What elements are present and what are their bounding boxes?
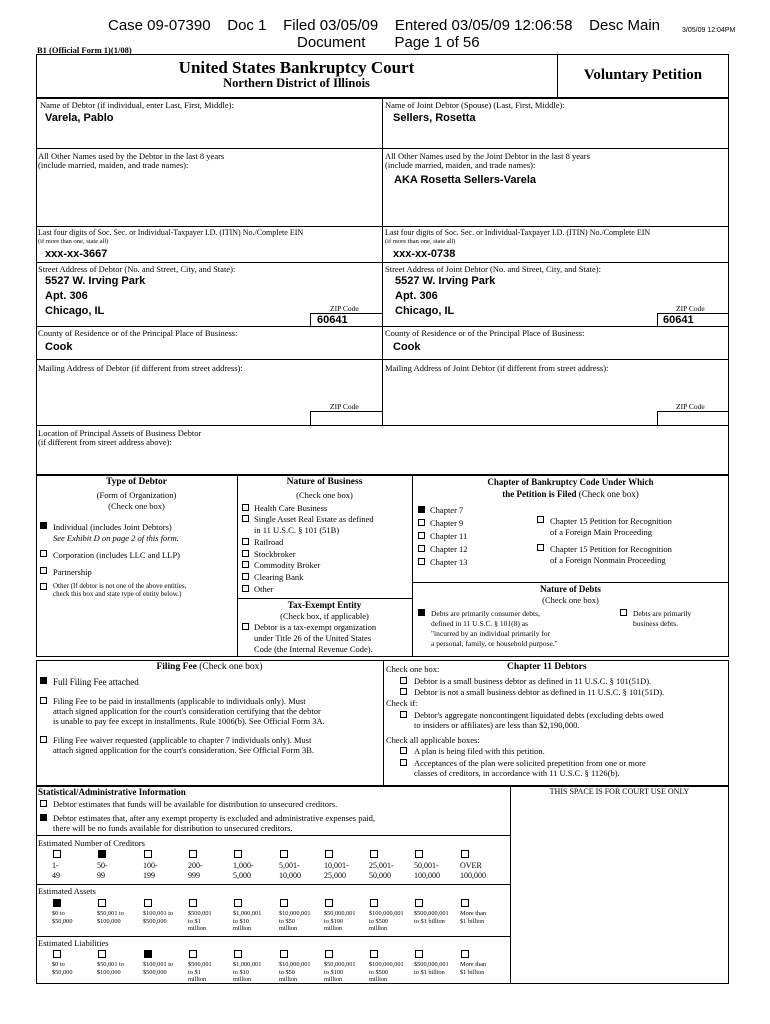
chapter-checkbox[interactable]	[418, 506, 425, 513]
assets-range-label: to $1	[188, 917, 201, 925]
debtor-street1: 5527 W. Irving Park	[45, 275, 146, 287]
aggregate-debts-line1: Debtor's aggregate noncontingent liquidated debts (excluding debts owed	[414, 710, 664, 720]
business-type-checkbox[interactable]	[242, 573, 249, 580]
creditors-range-checkbox[interactable]	[280, 850, 288, 858]
assets-range-checkbox[interactable]	[144, 899, 152, 907]
plan-filed-checkbox[interactable]	[400, 747, 407, 754]
liabilities-range-label: to $500	[369, 968, 389, 976]
liabilities-range-label: $1,000,001	[233, 961, 262, 968]
liabilities-range-label: to $10	[233, 968, 249, 976]
assets-range-checkbox[interactable]	[415, 899, 423, 907]
waiver-line1: Filing Fee waiver requested (applicable to chapter 7 individuals only). Must	[53, 735, 312, 745]
funds-available-checkbox[interactable]	[40, 800, 47, 807]
other-entity-sub: check this box and state type of entity below.)	[53, 590, 182, 598]
assets-range-label: $500,000	[143, 917, 167, 925]
tax-exempt-line3: Code (the Internal Revenue Code).	[254, 644, 373, 654]
small-business-label: Debtor is a small business debtor as defined in 11 U.S.C. § 101(51D).	[414, 676, 652, 686]
ch11-check-all: Check all applicable boxes:	[386, 735, 480, 745]
assets-range-checkbox[interactable]	[53, 899, 61, 907]
assets-range-label: $10,000,001	[279, 910, 311, 917]
assets-range-label: $100,001 to	[143, 910, 174, 917]
consumer-debts-line3: "incurred by an individual primarily for	[431, 629, 551, 638]
ch11-check-one: Check one box:	[386, 664, 440, 674]
creditors-range-checkbox[interactable]	[415, 850, 423, 858]
joint-zip: 60641	[663, 314, 694, 326]
full-fee-checkbox[interactable]	[40, 677, 47, 684]
liabilities-range-label: $50,000,001	[324, 961, 356, 968]
assets-range-label: $100,000	[97, 917, 121, 925]
business-debts-line2: business debts.	[633, 619, 678, 628]
liabilities-range-checkbox[interactable]	[234, 950, 242, 958]
assets-range-label: $50,000,001	[324, 910, 356, 917]
debtor-ssn-sub: (if more than one, state all)	[38, 238, 109, 245]
creditors-range-label: 10,001-	[324, 861, 349, 870]
chapter-label: Chapter 12	[430, 544, 468, 554]
assets-range-label: $500,000,001	[414, 910, 449, 917]
tax-exempt-line2: under Title 26 of the United States	[254, 633, 372, 643]
court-use-label: THIS SPACE IS FOR COURT USE ONLY	[549, 787, 690, 796]
assets-range-label: $1,000,001	[233, 910, 262, 917]
chapter15-nonmain-checkbox[interactable]	[537, 544, 544, 551]
assets-range-label: to $50	[279, 917, 295, 925]
partnership-label: Partnership	[53, 567, 92, 577]
business-debts-checkbox[interactable]	[620, 609, 627, 616]
funds-available-label: Debtor estimates that funds will be available for distribution to unsecured creditors.	[53, 799, 338, 809]
chapter-label: Chapter 7	[430, 505, 464, 515]
creditors-range-checkbox[interactable]	[234, 850, 242, 858]
creditors-range-checkbox[interactable]	[98, 850, 106, 858]
creditors-range-label: 100,000	[460, 871, 486, 880]
liabilities-range-label: million	[233, 976, 252, 983]
liabilities-range-label: million	[369, 976, 388, 983]
liabilities-range-checkbox[interactable]	[280, 950, 288, 958]
creditors-range-label: 99	[97, 871, 105, 880]
partnership-checkbox[interactable]	[40, 567, 47, 574]
consumer-debts-line1: Debts are primarily consumer debts,	[431, 609, 540, 618]
installments-line3: is unable to pay fee except in installments. Rule 1006(b). See Official Form 3A.	[53, 716, 325, 726]
creditors-range-label: 100,000	[414, 871, 440, 880]
creditors-range-label: 1-	[52, 861, 59, 870]
nature-of-business-sub: (Check one box)	[296, 490, 353, 500]
creditors-range-label: 50,000	[369, 871, 391, 880]
joint-street1: 5527 W. Irving Park	[395, 275, 496, 287]
chapter-checkbox[interactable]	[418, 532, 425, 539]
assets-range-checkbox[interactable]	[370, 899, 378, 907]
district-name: Northern District of Illinois	[223, 76, 370, 90]
not-small-business-label: Debtor is not a small business debtor as defined in 11 U.S.C. § 101(51D).	[414, 687, 665, 697]
creditors-range-label: 999	[188, 871, 200, 880]
tax-exempt-line1: Debtor is a tax-exempt organization	[254, 622, 377, 632]
chapter15-main-label: Chapter 15 Petition for Recognition	[550, 516, 672, 526]
ch11-title: Chapter 11 Debtors	[507, 662, 587, 672]
corporation-label: Corporation (includes LLC and LLP)	[53, 550, 181, 560]
joint-other-names: AKA Rosetta Sellers-Varela	[394, 174, 537, 186]
installments-line1: Filing Fee to be paid in installments (applicable to individuals only). Must	[53, 696, 306, 706]
liabilities-range-label: More than	[460, 961, 487, 968]
business-type-label: Railroad	[254, 537, 284, 547]
liabilities-range-label: to $50	[279, 968, 295, 976]
liabilities-range-checkbox[interactable]	[53, 950, 61, 958]
assets-range-checkbox[interactable]	[325, 899, 333, 907]
business-type-label: Stockbroker	[254, 549, 296, 559]
assets-range-checkbox[interactable]	[280, 899, 288, 907]
joint-county-label: County of Residence or of the Principal Place of Business:	[385, 328, 585, 338]
individual-label: Individual (includes Joint Debtors)	[53, 522, 172, 532]
liabilities-range-checkbox[interactable]	[461, 950, 469, 958]
form-id: B1 (Official Form 1)(1/08)	[37, 45, 132, 55]
case-banner-line1: Case 09-07390 Doc 1 Filed 03/05/09 Entered 03/05/09 12:06:58 Desc Main	[108, 17, 661, 34]
corporation-checkbox[interactable]	[40, 550, 47, 557]
creditors-range-label: 10,000	[279, 871, 301, 880]
chapter-title: Chapter of Bankruptcy Code Under Which	[487, 477, 654, 487]
consumer-debts-checkbox[interactable]	[418, 609, 425, 616]
creditors-title: Estimated Number of Creditors	[38, 838, 145, 848]
aggregate-debts-checkbox[interactable]	[400, 711, 407, 718]
nature-of-debts-sub: (Check one box)	[542, 595, 599, 605]
debtor-mailing-zip-label: ZIP Code	[330, 402, 359, 411]
nature-of-debts-title: Nature of Debts	[540, 584, 601, 594]
acceptances-line2: classes of creditors, in accordance with 11 U.S.C. § 1126(b).	[414, 768, 620, 778]
business-type-label: Commodity Broker	[254, 560, 321, 570]
creditors-range-label: 50-	[97, 861, 108, 870]
liabilities-range-label: $500,000,001	[414, 961, 449, 968]
chapter-label: Chapter 9	[430, 518, 464, 528]
liabilities-range-label: $10,000,001	[279, 961, 311, 968]
joint-name-label: Name of Joint Debtor (Spouse) (Last, First, Middle):	[385, 100, 565, 110]
business-type-checkbox[interactable]	[242, 550, 249, 557]
other-entity-checkbox[interactable]	[40, 583, 47, 590]
debtor-city: Chicago, IL	[45, 305, 105, 317]
liabilities-range-label: $1 billion	[460, 968, 485, 976]
nature-of-business-title: Nature of Business	[286, 477, 363, 487]
assets-range-checkbox[interactable]	[234, 899, 242, 907]
other-entity-label: Other (If debtor is not one of the above entities,	[53, 582, 187, 590]
liabilities-range-checkbox[interactable]	[98, 950, 106, 958]
creditors-range-label: 5,000	[233, 871, 251, 880]
assets-range-label: $50,001 to	[97, 910, 124, 917]
business-type-label: Clearing Bank	[254, 572, 304, 582]
filing-fee-title	[36, 662, 383, 672]
debtor-ssn: xxx-xx-3667	[45, 248, 108, 260]
type-of-debtor-title: Type of Debtor	[105, 477, 168, 487]
debtor-zip-label: ZIP Code	[330, 304, 359, 313]
chapter-label: Chapter 13	[430, 557, 468, 567]
creditors-range-checkbox[interactable]	[144, 850, 152, 858]
joint-mailing-label: Mailing Address of Joint Debtor (if different from street address):	[385, 363, 609, 373]
liabilities-range-label: $50,000	[52, 968, 73, 976]
tax-exempt-title: Tax-Exempt Entity	[287, 600, 362, 610]
no-funds-line2: there will be no funds available for distribution to unsecured creditors.	[53, 823, 293, 833]
business-debts-line1: Debts are primarily	[633, 609, 692, 618]
creditors-range-checkbox[interactable]	[189, 850, 197, 858]
debtor-zip: 60641	[317, 314, 348, 326]
assets-range-checkbox[interactable]	[461, 899, 469, 907]
creditors-range-label: 25,001-	[369, 861, 394, 870]
creditors-range-label: 50,001-	[414, 861, 439, 870]
consumer-debts-line2: defined in 11 U.S.C. § 101(8) as	[431, 619, 529, 628]
joint-other-names-sub: (include married, maiden, and trade names):	[385, 160, 536, 170]
exhibit-d-note: See Exhibit D on page 2 of this form.	[53, 533, 179, 543]
business-type-label: Other	[254, 584, 274, 594]
creditors-range-label: 200-	[188, 861, 203, 870]
assets-range-checkbox[interactable]	[98, 899, 106, 907]
assets-range-label: million	[369, 925, 388, 932]
chapter-title2-bold: the Petition is Filed	[502, 489, 577, 499]
creditors-range-label: 199	[143, 871, 155, 880]
joint-street2: Apt. 306	[395, 290, 438, 302]
not-small-business-checkbox[interactable]	[400, 688, 407, 695]
liabilities-range-label: $0 to	[52, 961, 65, 968]
joint-ssn: xxx-xx-0738	[393, 248, 456, 260]
assets-range-label: $1 billion	[460, 917, 485, 925]
joint-city: Chicago, IL	[395, 305, 455, 317]
assets-range-checkbox[interactable]	[189, 899, 197, 907]
debtor-street-label: Street Address of Debtor (No. and Street, City, and State):	[38, 264, 236, 274]
debtor-name: Varela, Pablo	[45, 112, 114, 124]
liabilities-range-label: million	[279, 976, 298, 983]
installments-line2: attach signed application for the court's consideration certifying that the debtor	[53, 706, 321, 716]
joint-street-label: Street Address of Joint Debtor (No. and Street, City, and State):	[385, 264, 601, 274]
assets-range-label: to $1 billion	[414, 917, 445, 925]
assets-title: Estimated Assets	[38, 886, 96, 896]
liabilities-range-label: million	[324, 976, 343, 983]
acceptances-checkbox[interactable]	[400, 759, 407, 766]
creditors-range-label: 25,000	[324, 871, 346, 880]
chapter-checkbox[interactable]	[418, 545, 425, 552]
chapter-checkbox[interactable]	[418, 558, 425, 565]
no-funds-checkbox[interactable]	[40, 814, 47, 821]
debtor-street2: Apt. 306	[45, 290, 88, 302]
creditors-range-label: 5,001-	[279, 861, 300, 870]
assets-range-label: to $100	[324, 917, 344, 925]
filing-fee-title-sub: (Check one box)	[199, 662, 263, 672]
business-type-label: in 11 U.S.C. § 101 (51B)	[254, 525, 340, 535]
debtor-county: Cook	[45, 341, 73, 353]
joint-mailing-zip-label: ZIP Code	[676, 402, 705, 411]
waiver-checkbox[interactable]	[40, 736, 47, 743]
joint-zip-label: ZIP Code	[676, 304, 705, 313]
chapter-title2	[412, 489, 729, 499]
location-sub: (if different from street address above):	[38, 437, 172, 447]
waiver-line2: attach signed application for the court's consideration. See Official Form 3B.	[53, 745, 315, 755]
liabilities-title: Estimated Liabilities	[38, 938, 109, 948]
assets-range-label: million	[279, 925, 298, 932]
assets-range-label: $50,000	[52, 917, 73, 925]
chapter15-main-checkbox[interactable]	[537, 516, 544, 523]
joint-other-names-label: All Other Names used by the Joint Debtor in the last 8 years	[385, 151, 590, 161]
full-fee-label: Full Filing Fee attached	[53, 677, 139, 687]
filing-fee-title-bold: Filing Fee	[156, 662, 197, 672]
joint-ssn-label: Last four digits of Soc. Sec. or Individual-Taxpayer I.D. (ITIN) No./Complete EIN	[385, 228, 651, 237]
assets-range-label: $500,001	[188, 910, 212, 917]
assets-range-label: to $10	[233, 917, 249, 925]
ch11-check-if: Check if:	[386, 698, 418, 708]
joint-ssn-sub: (if more than one, state all)	[385, 238, 456, 245]
creditors-range-checkbox[interactable]	[325, 850, 333, 858]
stats-title: Statistical/Administrative Information	[38, 787, 186, 797]
creditors-range-label: 100-	[143, 861, 158, 870]
assets-range-label: million	[233, 925, 252, 932]
creditors-range-label: 49	[52, 871, 60, 880]
debtor-name-label: Name of Debtor (if individual, enter Last, First, Middle):	[40, 100, 234, 110]
installments-checkbox[interactable]	[40, 697, 47, 704]
assets-range-label: million	[188, 925, 207, 932]
court-name: United States Bankruptcy Court	[178, 58, 415, 77]
plan-filed-label: A plan is being filed with this petition.	[414, 746, 545, 756]
business-type-checkbox[interactable]	[242, 585, 249, 592]
petition-title: Voluntary Petition	[583, 67, 703, 83]
case-banner-line2: Document Page 1 of 56	[297, 34, 480, 51]
liabilities-range-checkbox[interactable]	[189, 950, 197, 958]
tax-exempt-sub: (Check box, if applicable)	[280, 611, 369, 621]
liabilities-range-label: $100,000	[97, 968, 121, 976]
liabilities-range-label: $50,001 to	[97, 961, 124, 968]
assets-range-label: $0 to	[52, 910, 65, 917]
business-type-checkbox[interactable]	[242, 515, 249, 522]
joint-county: Cook	[393, 341, 421, 353]
tax-exempt-checkbox[interactable]	[242, 623, 249, 630]
assets-range-label: million	[324, 925, 343, 932]
liabilities-range-label: to $100	[324, 968, 344, 976]
chapter-checkbox[interactable]	[418, 519, 425, 526]
chapter-title2-sub: (Check one box)	[578, 489, 639, 499]
business-type-checkbox[interactable]	[242, 504, 249, 511]
business-type-checkbox[interactable]	[242, 538, 249, 545]
liabilities-range-label: to $1	[188, 968, 201, 976]
business-type-label: Single Asset Real Estate as defined	[254, 514, 374, 524]
liabilities-range-label: to $1 billion	[414, 968, 445, 976]
individual-checkbox[interactable]	[40, 522, 47, 529]
type-of-debtor-sub2: (Check one box)	[108, 501, 165, 511]
liabilities-range-checkbox[interactable]	[415, 950, 423, 958]
liabilities-range-checkbox[interactable]	[144, 950, 152, 958]
liabilities-range-label: $100,001 to	[143, 961, 174, 968]
small-business-checkbox[interactable]	[400, 677, 407, 684]
creditors-range-label: OVER	[460, 861, 482, 870]
debtor-mailing-label: Mailing Address of Debtor (if different from street address):	[38, 363, 243, 373]
chapter15-nonmain-label: Chapter 15 Petition for Recognition	[550, 544, 672, 554]
liabilities-range-label: $100,000,001	[369, 961, 404, 968]
chapter15-nonmain-sub: of a Foreign Nonmain Proceeding	[550, 555, 666, 565]
assets-range-label: $100,000,001	[369, 910, 404, 917]
creditors-range-checkbox[interactable]	[461, 850, 469, 858]
joint-name: Sellers, Rosetta	[393, 112, 476, 124]
no-funds-line1: Debtor estimates that, after any exempt property is excluded and administrative expenses paid,	[53, 813, 375, 823]
location-label: Location of Principal Assets of Business Debtor	[38, 428, 202, 438]
assets-range-label: More than	[460, 910, 487, 917]
debtor-other-names-sub: (include married, maiden, and trade names):	[38, 160, 189, 170]
type-of-debtor-sub1: (Form of Organization)	[96, 490, 177, 500]
creditors-range-label: 1,000-	[233, 861, 254, 870]
chapter15-main-sub: of a Foreign Main Proceeding	[550, 527, 652, 537]
liabilities-range-label: $500,001	[188, 961, 212, 968]
debtor-other-names-label: All Other Names used by the Debtor in the last 8 years	[38, 151, 225, 161]
aggregate-debts-line2: to insiders or affiliates) are less than $2,190,000.	[414, 720, 580, 730]
liabilities-range-label: $500,000	[143, 968, 167, 976]
business-type-label: Health Care Business	[254, 503, 328, 513]
timestamp-stamp: 3/05/09 12:04PM	[682, 27, 736, 34]
creditors-range-checkbox[interactable]	[53, 850, 61, 858]
debtor-ssn-label: Last four digits of Soc. Sec. or Individual-Taxpayer I.D. (ITIN) No./Complete EIN	[38, 228, 304, 237]
chapter-label: Chapter 11	[430, 531, 468, 541]
acceptances-line1: Acceptances of the plan were solicited prepetition from one or more	[414, 758, 646, 768]
liabilities-range-checkbox[interactable]	[325, 950, 333, 958]
liabilities-range-checkbox[interactable]	[370, 950, 378, 958]
consumer-debts-line4: a personal, family, or household purpose."	[431, 639, 558, 648]
creditors-range-checkbox[interactable]	[370, 850, 378, 858]
debtor-county-label: County of Residence or of the Principal Place of Business:	[38, 328, 238, 338]
assets-range-label: to $500	[369, 917, 389, 925]
liabilities-range-label: million	[188, 976, 207, 983]
business-type-checkbox[interactable]	[242, 561, 249, 568]
